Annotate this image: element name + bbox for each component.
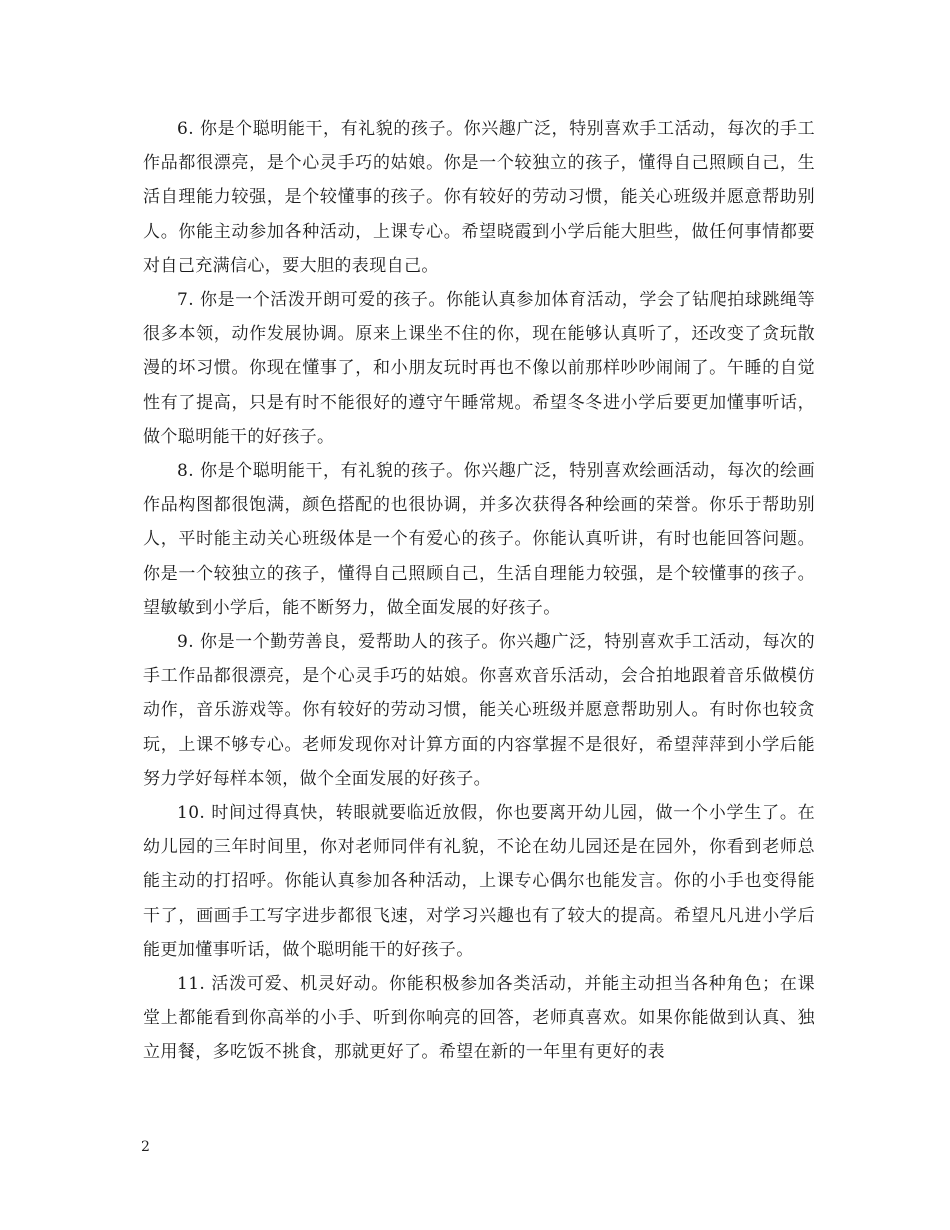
paragraph-8: 8. 你是个聪明能干，有礼貌的孩子。你兴趣广泛，特别喜欢绘画活动，每次的绘画作品构图都很饱满，颜色搭配的也很协调，并多次获得各种绘画的荣誉。你乐于帮助别人，平时能主动关心班级体是一个有爱心的孩子。你能认真听讲，有时也能回答问题。你是一个较独立的孩子，懂得自己照顾自己，生活自理能力较强，是个较懂事的孩子。望敏敏到小学后，能不断努力，做全面发展的好孩子。 bbox=[143, 461, 815, 618]
paragraph-7: 7. 你是一个活泼开朗可爱的孩子。你能认真参加体育活动，学会了钻爬拍球跳绳等很多本领，动作发展协调。原来上课坐不住的你，现在能够认真听了，还改变了贪玩散漫的坏习惯。你现在懂事了，和小朋友玩时再也不像以前那样吵吵闹闹了。午睡的自觉性有了提高，只是有时不能很好的遵守午睡常规。希望冬冬进小学后要更加懂事听话，做个聪明能干的好孩子。 bbox=[143, 290, 815, 447]
document-body bbox=[143, 112, 815, 1070]
paragraph-6: 6. 你是个聪明能干，有礼貌的孩子。你兴趣广泛，特别喜欢手工活动，每次的手工作品都很漂亮，是个心灵手巧的姑娘。你是一个较独立的孩子，懂得自己照顾自己，生活自理能力较强，是个较懂事的孩子。你有较好的劳动习惯，能关心班级并愿意帮助别人。你能主动参加各种活动，上课专心。希望晓霞到小学后能大胆些，做任何事情都要对自己充满信心，要大胆的表现自己。 bbox=[143, 119, 815, 276]
page-number: 2 bbox=[141, 1139, 150, 1155]
paragraph-9: 9. 你是一个勤劳善良，爱帮助人的孩子。你兴趣广泛，特别喜欢手工活动，每次的手工作品都很漂亮，是个心灵手巧的姑娘。你喜欢音乐活动，会合拍地跟着音乐做模仿动作，音乐游戏等。你有较好的劳动习惯，能关心班级并愿意帮助别人。有时你也较贪玩，上课不够专心。老师发现你对计算方面的内容掌握不是很好，希望萍萍到小学后能努力学好每样本领，做个全面发展的好孩子。 bbox=[143, 632, 815, 789]
paragraph-11: 11. 活泼可爱、机灵好动。你能积极参加各类活动，并能主动担当各种角色；在课堂上都能看到你高举的小手、听到你响亮的回答，老师真喜欢。如果你能做到认真、独立用餐，多吃饭不挑食，那就更好了。希望在新的一年里有更好的表 bbox=[143, 974, 815, 1063]
paragraph-10: 10. 时间过得真快，转眼就要临近放假，你也要离开幼儿园，做一个小学生了。在幼儿园的三年时间里，你对老师同伴有礼貌，不论在幼儿园还是在园外，你看到老师总能主动的打招呼。你能认真参加各种活动，上课专心偶尔也能发言。你的小手也变得能干了，画画手工写字进步都很飞速，对学习兴趣也有了较大的提高。希望凡凡进小学后能更加懂事听话，做个聪明能干的好孩子。 bbox=[143, 803, 815, 960]
